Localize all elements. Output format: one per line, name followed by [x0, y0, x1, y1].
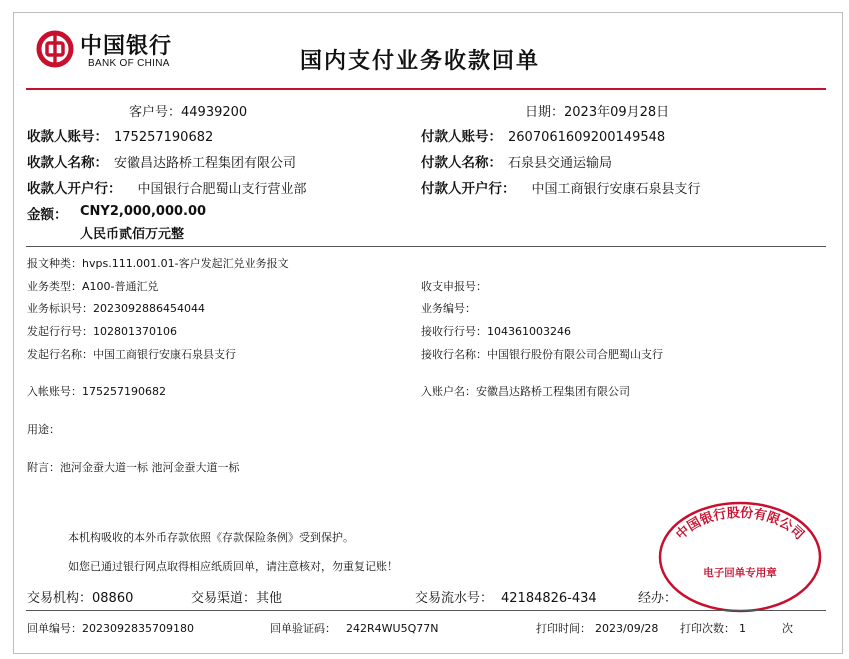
- receiving-bank-name: 接收行名称：中国银行股份有限公司合肥蜀山支行: [421, 348, 663, 361]
- payer-account: 付款人账号： 2607061609200149548: [421, 129, 666, 145]
- seal-center-text: 电子回单专用章: [703, 567, 777, 579]
- business-type: 业务类型：A100-普通汇兑: [27, 280, 159, 293]
- receiving-bank-no: 接收行行号：104361003246: [421, 325, 571, 338]
- duplicate-warning-note: 如您已通过银行网点取得相应纸质回单，请注意核对，勿重复记账！: [68, 560, 398, 573]
- amount-words: 人民币贰佰万元整: [80, 227, 185, 242]
- print-time: 打印时间： 2023/09/28: [536, 622, 659, 635]
- receipt-report-no: 收支申报号：: [421, 280, 487, 293]
- business-id: 业务标识号：2023092886454044: [27, 302, 205, 315]
- receipt-date: 日期：2023年09月28日: [525, 105, 670, 120]
- transaction-org: 交易机构：08860: [27, 591, 134, 606]
- print-count: 打印次数： 1 次: [680, 622, 793, 635]
- payee-name: 收款人名称： 安徽昌达路桥工程集团有限公司: [27, 155, 297, 171]
- payer-bank: 付款人开户行： 中国工商银行安康石泉县支行: [421, 181, 701, 197]
- seal-arc-text: 中国银行股份有限公司: [673, 505, 807, 543]
- top-divider: [26, 88, 826, 90]
- origin-bank-name: 发起行名称：中国工商银行安康石泉县支行: [27, 348, 236, 361]
- page-title: 国内支付业务收款回单: [300, 48, 541, 74]
- transaction-channel: 交易渠道：其他: [191, 591, 283, 606]
- in-account-name: 入账户名：安徽昌达路桥工程集团有限公司: [421, 385, 630, 398]
- payer-name: 付款人名称： 石泉县交通运输局: [421, 155, 613, 171]
- bank-logo-en: BANK OF CHINA: [88, 58, 170, 69]
- business-no: 业务编号：: [421, 302, 476, 315]
- middle-divider: [26, 246, 826, 247]
- deposit-insurance-note: 本机构吸收的本外币存款依照《存款保险条例》受到保护。: [68, 531, 354, 544]
- customer-no: 客户号：44939200: [129, 105, 248, 120]
- transaction-serial: 交易流水号： 42184826-434: [415, 591, 597, 606]
- in-account-no: 入帐账号：175257190682: [27, 385, 166, 398]
- message-type: 报文种类：hvps.111.001.01-客户发起汇兑业务报文: [27, 257, 289, 270]
- bank-logo-cn: 中国银行: [80, 33, 173, 59]
- svg-text:中国银行股份有限公司: [673, 505, 808, 543]
- bottom-divider: [26, 610, 826, 611]
- payee-bank: 收款人开户行： 中国银行合肥蜀山支行营业部: [27, 181, 307, 197]
- official-seal: [657, 500, 823, 614]
- receipt-number: 回单编号：2023092835709180: [27, 622, 194, 635]
- amount-label: 金额：: [27, 207, 68, 223]
- transaction-handler: 经办：: [638, 591, 678, 606]
- amount-value: CNY2,000,000.00: [80, 204, 207, 219]
- verification-code: 回单验证码： 242R4WU5Q77N: [270, 622, 439, 635]
- purpose: 用途：: [27, 423, 60, 436]
- remark: 附言：池河金蚕大道一标 池河金蚕大道一标: [27, 461, 240, 474]
- boc-logo-icon: [36, 30, 74, 68]
- payee-account: 收款人账号： 175257190682: [27, 129, 214, 145]
- origin-bank-no: 发起行行号：102801370106: [27, 325, 177, 338]
